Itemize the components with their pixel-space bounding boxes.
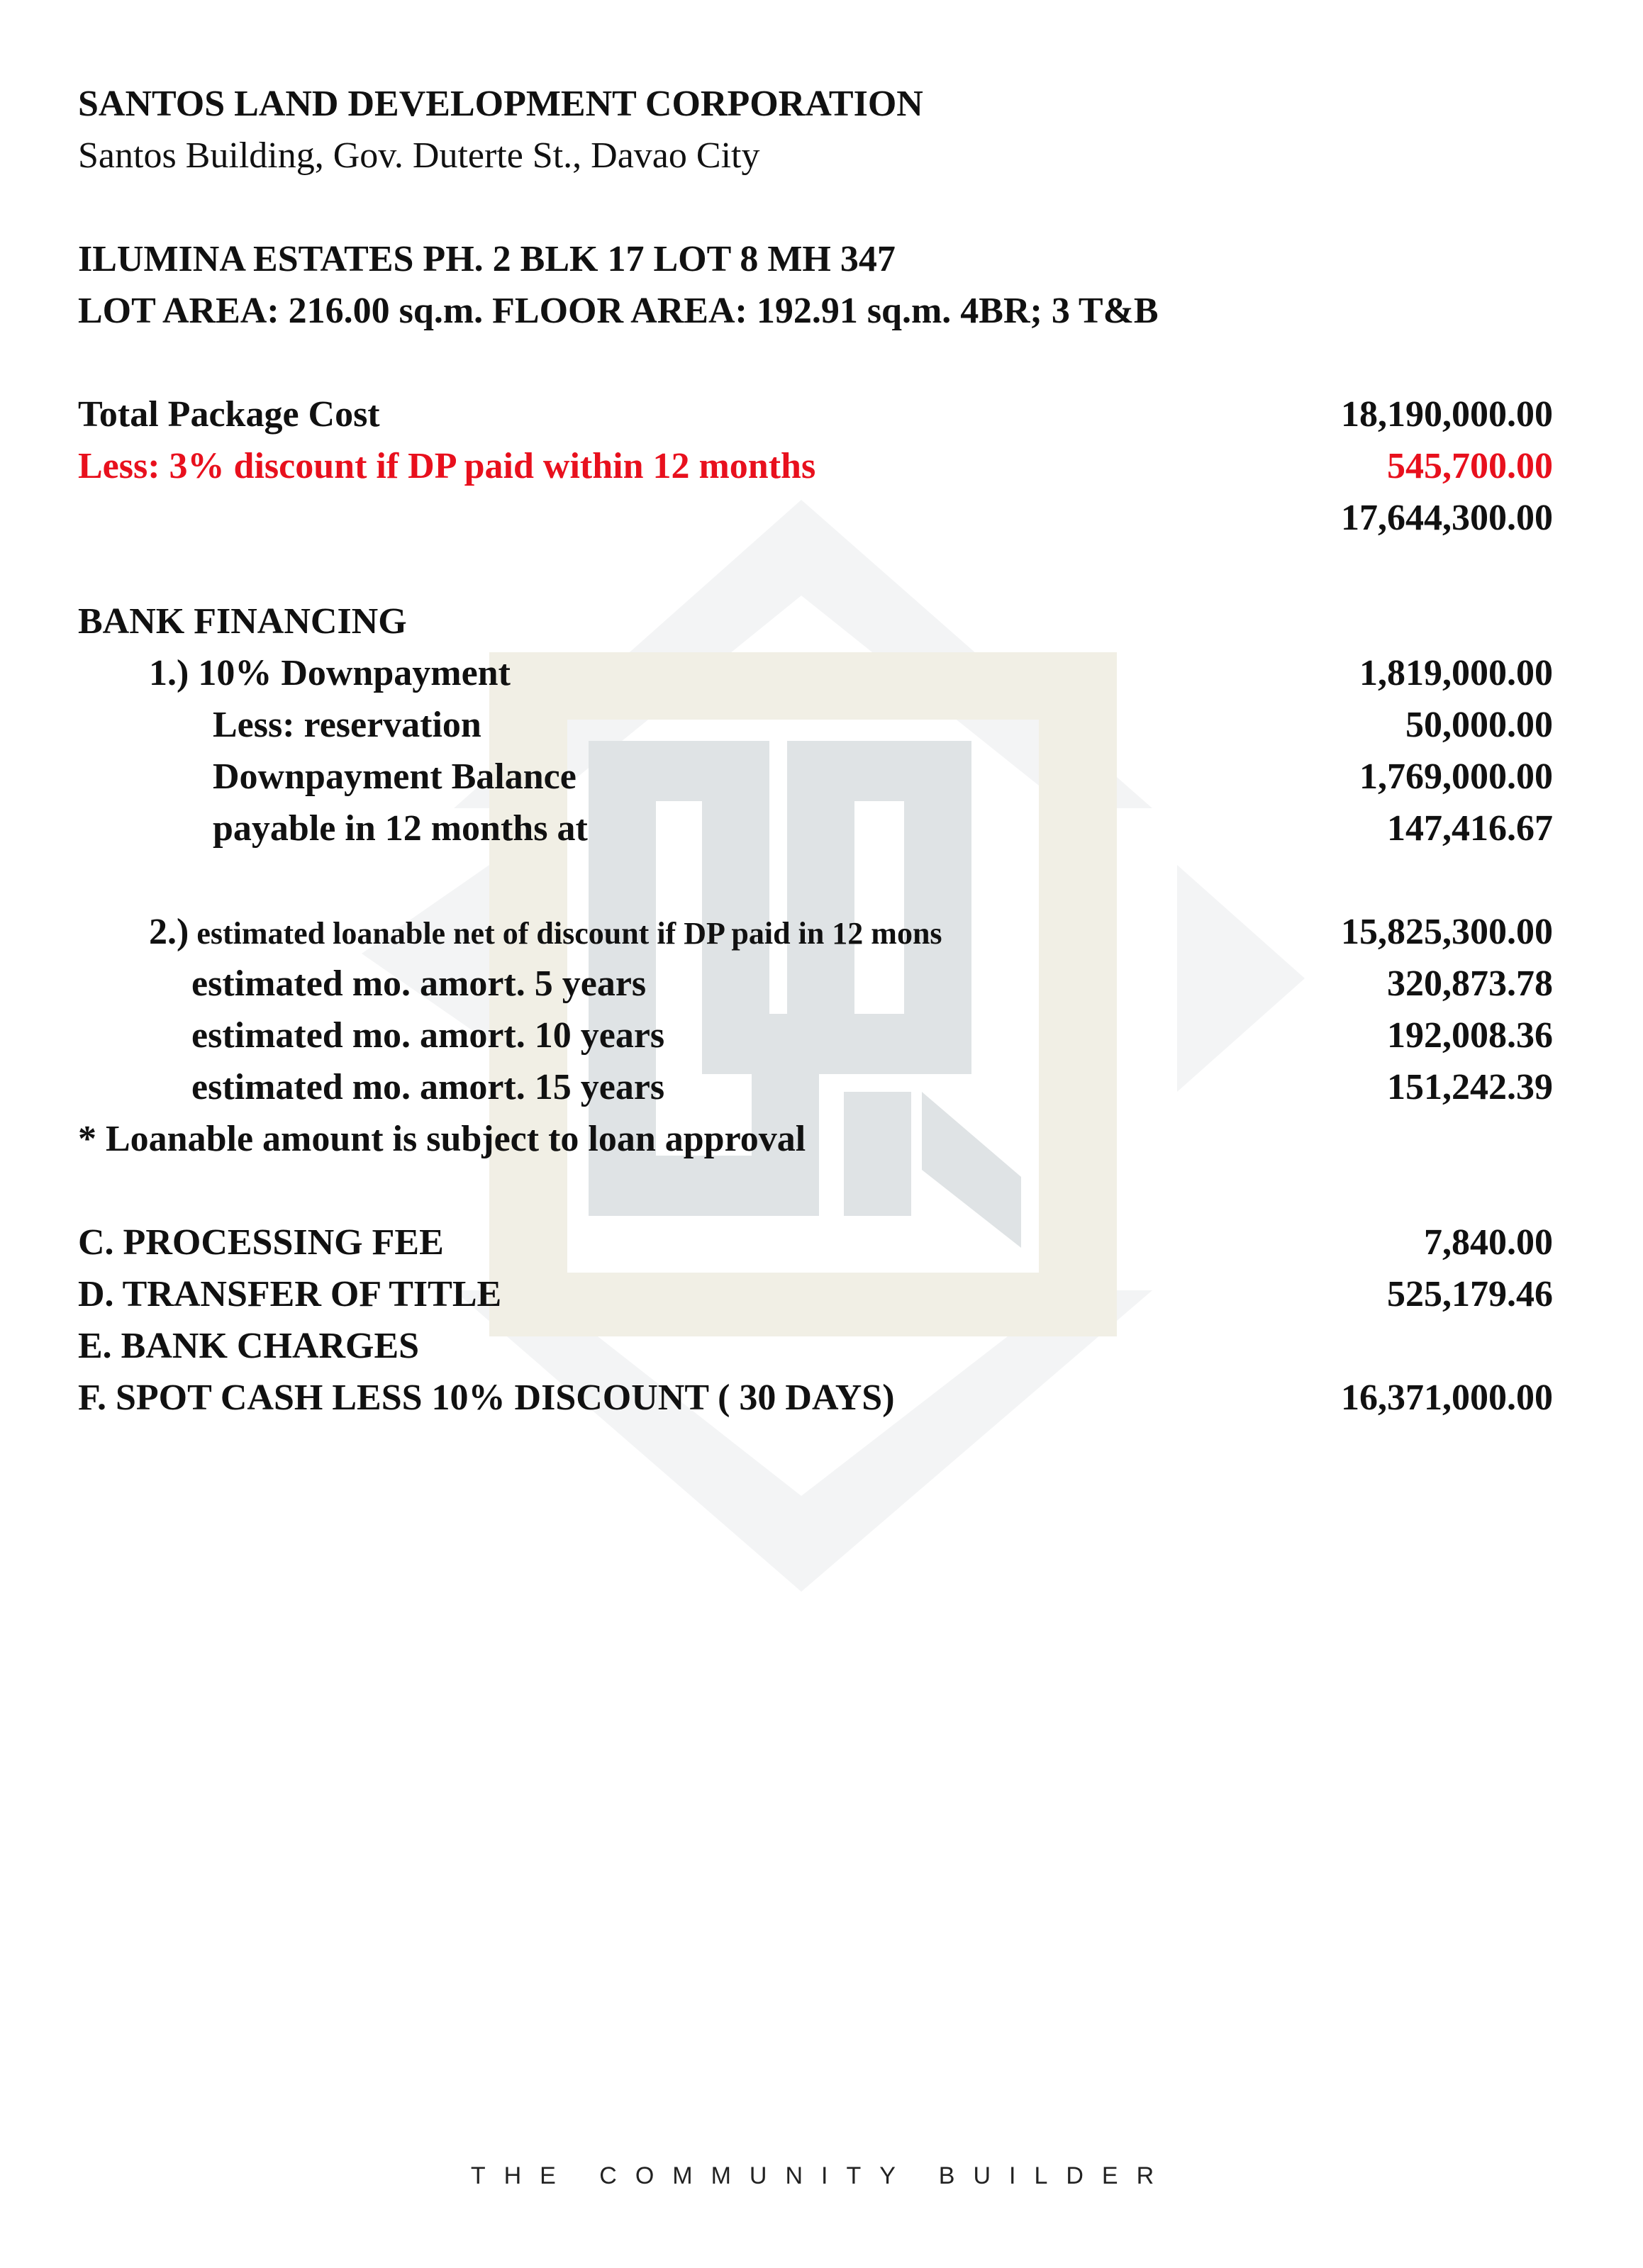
monthly-payable-row <box>78 803 1553 854</box>
spacer <box>78 181 1553 233</box>
company-name: SANTOS LAND DEVELOPMENT CORPORATION <box>78 84 923 124</box>
fee-row <box>78 1268 1553 1320</box>
fee-value: 525,179.46 <box>1387 1274 1553 1314</box>
downpayment-value: 1,819,000.00 <box>1359 653 1553 693</box>
company-address: Santos Building, Gov. Duterte St., Davao City <box>78 135 760 176</box>
spacer <box>78 1165 1553 1217</box>
amort-label: estimated mo. amort. 15 years <box>191 1067 665 1107</box>
fee-label: D. TRANSFER OF TITLE <box>78 1274 502 1314</box>
fee-label: C. PROCESSING FEE <box>78 1222 444 1263</box>
fee-value: 16,371,000.00 <box>1341 1378 1553 1418</box>
discount-row <box>78 440 1553 492</box>
downpayment-row <box>78 647 1553 699</box>
bank-financing-heading: BANK FINANCING <box>78 601 407 642</box>
amort-label: estimated mo. amort. 10 years <box>191 1015 665 1056</box>
loanable-row <box>78 906 1553 958</box>
loanable-value: 15,825,300.00 <box>1341 912 1553 952</box>
quotation-document <box>78 78 1553 1424</box>
amort-row <box>78 1010 1553 1061</box>
amort-value: 151,242.39 <box>1387 1067 1553 1107</box>
amort-value: 320,873.78 <box>1387 963 1553 1004</box>
discount-label: Less: 3% discount if DP paid within 12 months <box>78 446 816 486</box>
reservation-value: 50,000.00 <box>1405 705 1553 745</box>
property-title: ILUMINA ESTATES PH. 2 BLK 17 LOT 8 MH 347 <box>78 239 896 279</box>
amort-value: 192,008.36 <box>1387 1015 1553 1056</box>
amort-row <box>78 1061 1553 1113</box>
reservation-row <box>78 699 1553 751</box>
fee-value: 7,840.00 <box>1424 1222 1553 1263</box>
spacer <box>78 544 1553 596</box>
loanable-prefix: 2.) <box>149 912 189 952</box>
fee-label: F. SPOT CASH LESS 10% DISCOUNT ( 30 DAYS) <box>78 1378 895 1418</box>
total-package-row <box>78 389 1553 440</box>
fee-label: E. BANK CHARGES <box>78 1326 420 1366</box>
spacer <box>78 854 1553 906</box>
total-package-value: 18,190,000.00 <box>1341 394 1553 435</box>
discount-value: 545,700.00 <box>1387 446 1553 486</box>
fee-row <box>78 1372 1553 1424</box>
downpayment-label: 1.) 10% Downpayment <box>149 653 511 693</box>
downpayment-balance-value: 1,769,000.00 <box>1359 756 1553 797</box>
spacer <box>78 337 1553 389</box>
reservation-label: Less: reservation <box>213 705 481 745</box>
total-package-label: Total Package Cost <box>78 394 380 435</box>
downpayment-balance-row <box>78 751 1553 803</box>
amort-row <box>78 958 1553 1010</box>
amort-label: estimated mo. amort. 5 years <box>191 963 647 1004</box>
loan-approval-note: * Loanable amount is subject to loan approval <box>78 1119 806 1159</box>
footer-tagline: THE COMMUNITY BUILDER <box>470 2162 1173 2189</box>
net-price-value: 17,644,300.00 <box>1341 498 1553 538</box>
monthly-payable-label: payable in 12 months at <box>213 808 588 849</box>
fee-row <box>78 1320 1553 1372</box>
downpayment-balance-label: Downpayment Balance <box>213 756 577 797</box>
loanable-label: estimated loanable net of discount if DP paid in 12 mons <box>189 916 942 951</box>
monthly-payable-value: 147,416.67 <box>1387 808 1553 849</box>
net-price-row <box>78 492 1553 544</box>
fee-row <box>78 1217 1553 1268</box>
property-areas: LOT AREA: 216.00 sq.m. FLOOR AREA: 192.91 sq.m. 4BR; 3 T&B <box>78 291 1159 331</box>
